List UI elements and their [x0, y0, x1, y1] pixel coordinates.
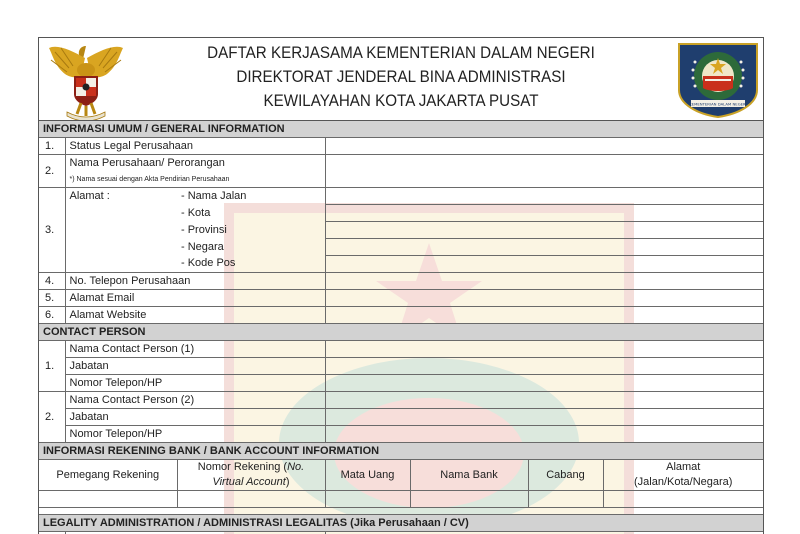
- section-contact-person: [39, 324, 763, 341]
- title-line-1: DAFTAR KERJASAMA KEMENTERIAN DALAM NEGERI: [160, 41, 642, 65]
- field-label: Jabatan: [65, 409, 325, 426]
- column-header-currency: Mata Uang: [325, 460, 410, 491]
- address-header-line: (Jalan/Kota/Negara): [634, 476, 732, 488]
- company-name-field[interactable]: [325, 155, 763, 188]
- ministry-seal-text: KEMENTERIAN DALAM NEGERI: [689, 102, 747, 107]
- row-number: 3.: [39, 188, 65, 273]
- contact-1-name-field[interactable]: [325, 341, 763, 358]
- field-label: Nama Contact Person (1): [65, 341, 325, 358]
- address-part-label: - Kota: [177, 205, 325, 222]
- table-row: [39, 138, 763, 155]
- field-label: Nomor Telepon/HP: [65, 426, 325, 443]
- table-row: [39, 205, 763, 222]
- branch-field[interactable]: [528, 491, 603, 508]
- document-header: [39, 38, 763, 121]
- title-line-3: KEWILAYAHAN KOTA JAKARTA PUSAT: [160, 89, 642, 113]
- country-field[interactable]: [325, 239, 763, 256]
- account-number-label-italic: No.: [287, 461, 304, 473]
- table-row: [39, 307, 763, 324]
- section-title: CONTACT PERSON: [39, 324, 763, 341]
- section-title: LEGALITY ADMINISTRATION / ADMINISTRASI LEGALITAS (Jika Perusahaan / CV): [39, 515, 763, 532]
- field-label: Jabatan: [65, 358, 325, 375]
- garuda-pancasila-emblem-icon: [45, 38, 127, 120]
- section-legality: [39, 515, 763, 532]
- address-part-label: - Kode Pos: [177, 256, 325, 273]
- table-row: [39, 256, 763, 273]
- table-row: [39, 273, 763, 290]
- column-header-bank-name: Nama Bank: [410, 460, 528, 491]
- account-number-label-italic: Virtual Account: [212, 476, 285, 488]
- website-field[interactable]: [325, 307, 763, 324]
- company-phone-field[interactable]: [325, 273, 763, 290]
- section-bank-account: [39, 443, 763, 460]
- table-row: [39, 239, 763, 256]
- table-row: [39, 375, 763, 392]
- postal-code-field[interactable]: [325, 256, 763, 273]
- field-label: Nama Contact Person (2): [65, 392, 325, 409]
- account-holder-field[interactable]: [39, 491, 177, 508]
- address-part-label: - Provinsi: [177, 222, 325, 239]
- bank-header-row: [39, 460, 763, 491]
- table-row: [39, 222, 763, 239]
- account-number-field[interactable]: [177, 491, 325, 508]
- row-number: 1.: [39, 341, 65, 392]
- column-header-branch: Cabang: [528, 460, 603, 491]
- form-sheet: [38, 37, 764, 534]
- table-row: [39, 392, 763, 409]
- spacer-row: [39, 508, 763, 515]
- table-row: [39, 341, 763, 358]
- contact-2-phone-field[interactable]: [325, 426, 763, 443]
- bank-address-field[interactable]: [603, 491, 763, 508]
- title-line-2: DIREKTORAT JENDERAL BINA ADMINISTRASI: [160, 65, 642, 89]
- account-number-label-close: ): [286, 476, 290, 488]
- field-label: Alamat Email: [65, 290, 325, 307]
- bank-input-row: [39, 491, 763, 508]
- table-row: [39, 426, 763, 443]
- table-row: [39, 358, 763, 375]
- field-label: Nama Perusahaan/ Perorangan: [65, 155, 325, 172]
- field-label: Status Legal Perusahaan: [65, 138, 325, 155]
- column-header-account-number: [177, 460, 325, 491]
- row-number: 4.: [39, 273, 65, 290]
- address-header-line: Alamat: [666, 461, 700, 473]
- table-row: [39, 290, 763, 307]
- contact-2-name-field[interactable]: [325, 392, 763, 409]
- table-row: [39, 155, 763, 172]
- contact-1-position-field[interactable]: [325, 358, 763, 375]
- field-label: Nomor Telepon/HP: [65, 375, 325, 392]
- field-label: No. Telepon Perusahaan: [65, 273, 325, 290]
- contact-1-phone-field[interactable]: [325, 375, 763, 392]
- spacer: [65, 256, 177, 273]
- address-part-label: - Nama Jalan: [177, 188, 325, 205]
- currency-field[interactable]: [325, 491, 410, 508]
- row-number: 1.: [39, 138, 65, 155]
- spacer: [39, 508, 763, 515]
- city-field[interactable]: [325, 205, 763, 222]
- document-title: [139, 41, 663, 113]
- spacer: [65, 239, 177, 256]
- email-field[interactable]: [325, 290, 763, 307]
- row-number: 2.: [39, 392, 65, 443]
- field-label: Alamat Website: [65, 307, 325, 324]
- section-title: INFORMASI REKENING BANK / BANK ACCOUNT INFORMATION: [39, 443, 763, 460]
- table-row: [39, 409, 763, 426]
- bank-name-field[interactable]: [410, 491, 528, 508]
- address-part-label: - Negara: [177, 239, 325, 256]
- legal-status-field[interactable]: [325, 138, 763, 155]
- section-title: INFORMASI UMUM / GENERAL INFORMATION: [39, 121, 763, 138]
- row-number: 5.: [39, 290, 65, 307]
- column-header-address: [603, 460, 763, 491]
- ministry-seal-icon: [675, 40, 761, 118]
- spacer: [65, 222, 177, 239]
- spacer: [65, 205, 177, 222]
- province-field[interactable]: [325, 222, 763, 239]
- section-general-info: [39, 121, 763, 138]
- row-number: 2.: [39, 155, 65, 188]
- table-row: [39, 188, 763, 205]
- contact-2-position-field[interactable]: [325, 409, 763, 426]
- field-note: *) Nama sesuai dengan Akta Pendirian Perusahaan: [65, 171, 325, 188]
- field-label: Alamat :: [65, 188, 177, 205]
- account-number-label: Nomor Rekening (: [198, 461, 287, 473]
- column-header-holder: Pemegang Rekening: [39, 460, 177, 491]
- row-number: 6.: [39, 307, 65, 324]
- form-table: [39, 121, 763, 534]
- street-name-field[interactable]: [325, 188, 763, 205]
